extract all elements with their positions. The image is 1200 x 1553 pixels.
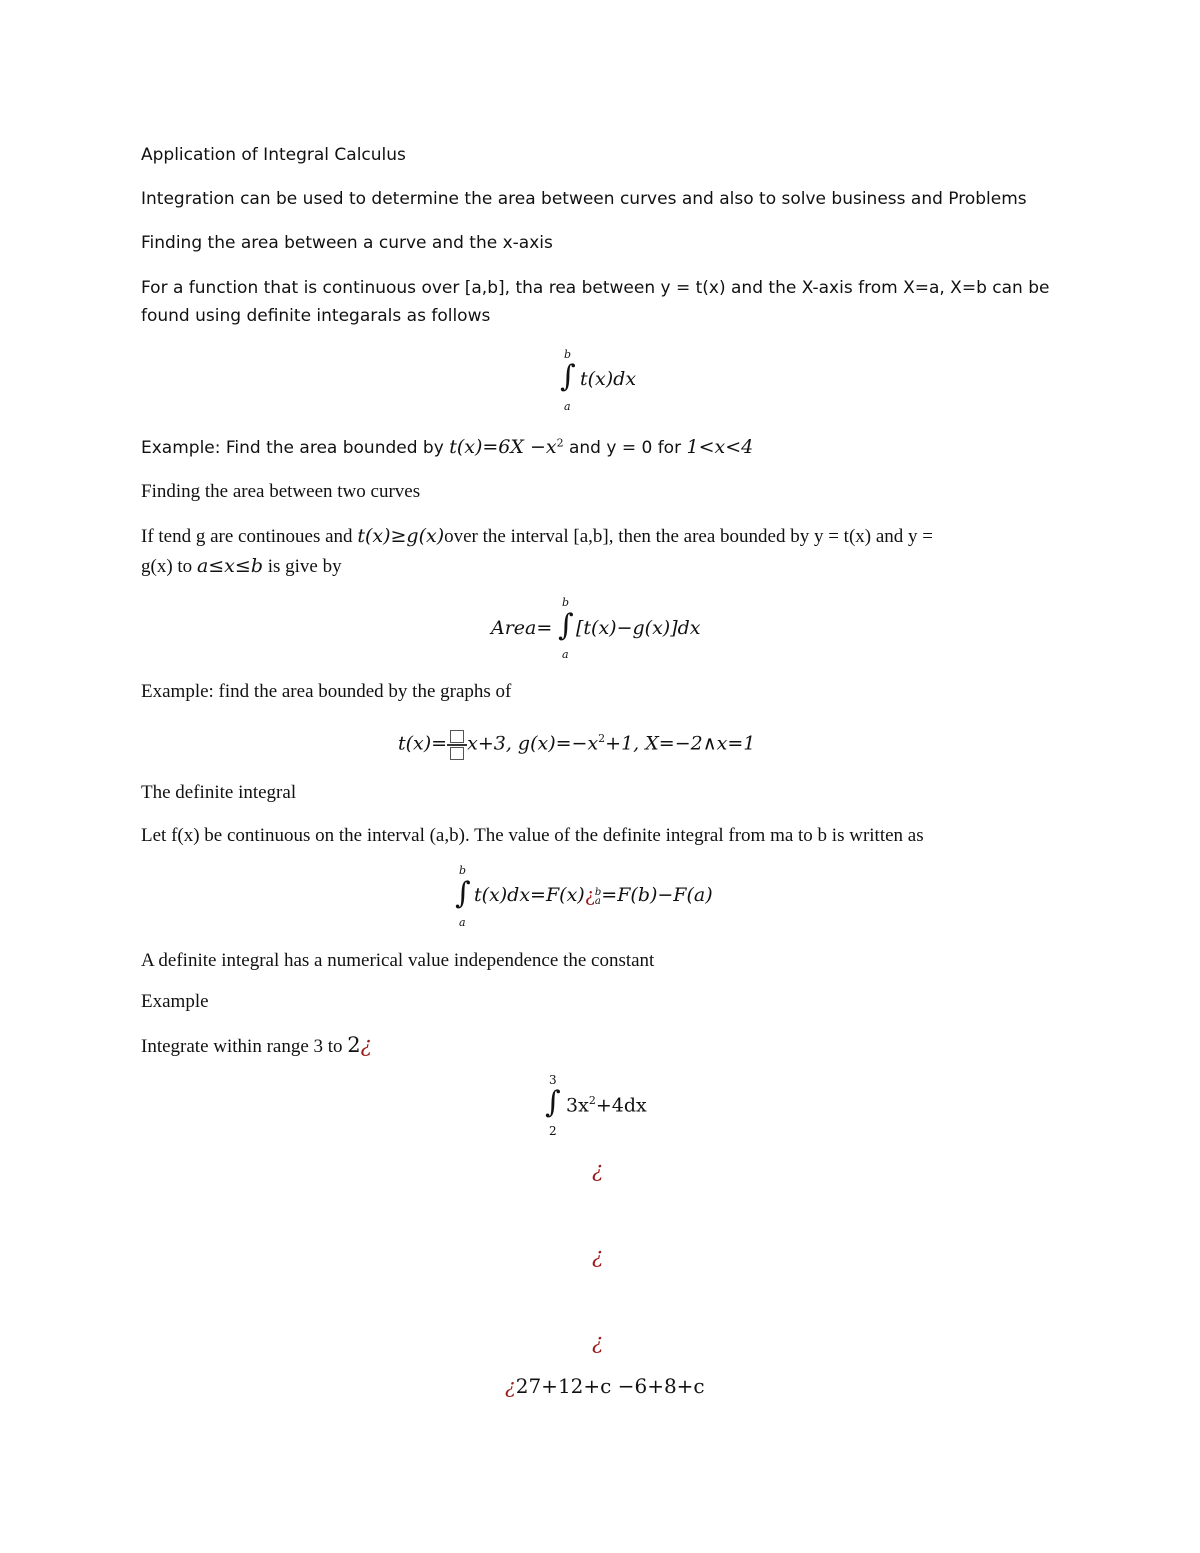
unknown-glyph: ¿ [584,884,595,906]
integral-sign-icon: ∫ [455,876,471,911]
unknown-glyph-3: ¿ [592,1330,604,1354]
integrand: [t(x)−g(x)]dx [576,617,701,639]
integrate-range-line [141,1033,372,1058]
area-label: Area= [491,617,553,639]
integral-sign-icon: ∫ [545,1085,561,1120]
evaluation-lower: a [594,895,601,907]
expression-part-2: =F(b)−F(a) [601,884,713,906]
intro-paragraph: Integration can be used to determine the area between curves and also to solve business and Problems [141,189,1027,209]
equation-part-2: x+3, g(x)=−x [467,732,599,755]
integral-upper-limit: b [562,596,570,609]
integral-lower-limit: a [562,648,569,661]
section2-paragraph-line2 [141,555,342,578]
integrate-range-text: Integrate within range 3 to [141,1036,348,1057]
placeholder-fraction-icon [447,730,467,760]
example1-condition-text: and y = 0 for [563,438,687,458]
unknown-glyph: ¿ [360,1033,372,1057]
section2-text-c: g(x) to [141,556,197,577]
example-label: Example [141,991,209,1012]
example1-exponent: 2 [556,436,564,450]
example1-line [141,436,753,458]
section2-text-b: over the interval [a,b], then the area bounded by y = t(x) and y = [444,526,933,547]
integral-upper-limit: b [459,864,467,877]
integral-lower-limit: a [459,916,466,929]
section2-inequality: t(x)≥g(x) [357,525,445,547]
unknown-glyph-2: ¿ [592,1244,604,1268]
example1-text: Example: Find the area bounded by [141,438,450,458]
integrand-term-a: 3x [566,1094,589,1117]
section-heading-two-curves: Finding the area between two curves [141,481,421,502]
section1-paragraph-line2: found using definite integarals as follows [141,306,491,326]
section3-paragraph: Let f(x) be continuous on the interval (a,b). The value of the definite integral from ma to b is written as [141,825,924,846]
integral-sign-icon: ∫ [558,608,574,643]
equation-part-1: t(x)= [398,732,448,755]
section-heading-curve-x-axis: Finding the area between a curve and the x-axis [141,233,553,253]
integral-sign-icon: ∫ [560,359,576,394]
integrand-term-b: +4dx [595,1094,647,1117]
section2-range: a≤x≤b [196,555,263,577]
integral-upper-limit: b [564,348,572,361]
section2-text-d: is give by [262,556,342,577]
integrand: t(x)dx [580,368,637,390]
section2-paragraph-line1 [141,525,933,548]
range-upper-value: 2 [347,1033,361,1057]
integral-upper-limit: 3 [549,1073,557,1087]
unknown-glyph-1: ¿ [592,1158,604,1182]
integrand-exponent: 2 [588,1094,596,1107]
equation-part-3: +1, X=−2∧x=1 [605,732,756,755]
definite-integral-note: A definite integral has a numerical value independence the constant [141,950,655,971]
functions-equation [398,730,755,760]
section-heading-definite-integral: The definite integral [141,782,297,803]
integral-lower-limit: 2 [549,1124,557,1138]
final-expression: 27+12+c −6+8+c [515,1374,705,1398]
integral-lower-limit: a [564,400,571,413]
example1-range: 1<x<4 [686,436,754,458]
expression-part-1: t(x)dx=F(x) [474,884,585,906]
section1-paragraph-line1: For a function that is continuous over [a,b], tha rea between y = t(x) and the X-axis from X=a, X=b can be [141,278,1050,298]
integral-expression [474,884,713,907]
unknown-glyph-4: ¿ [505,1374,516,1398]
integrand [566,1094,647,1117]
example2-text: Example: find the area bounded by the graphs of [141,681,512,702]
example1-function: t(x)=6X −x [449,436,557,458]
document-title: Application of Integral Calculus [141,145,406,165]
equation-exponent: 2 [598,732,606,746]
evaluation-upper: b [594,886,602,898]
final-result-line [505,1374,705,1399]
section2-text-a: If tend g are continoues and [141,526,358,547]
